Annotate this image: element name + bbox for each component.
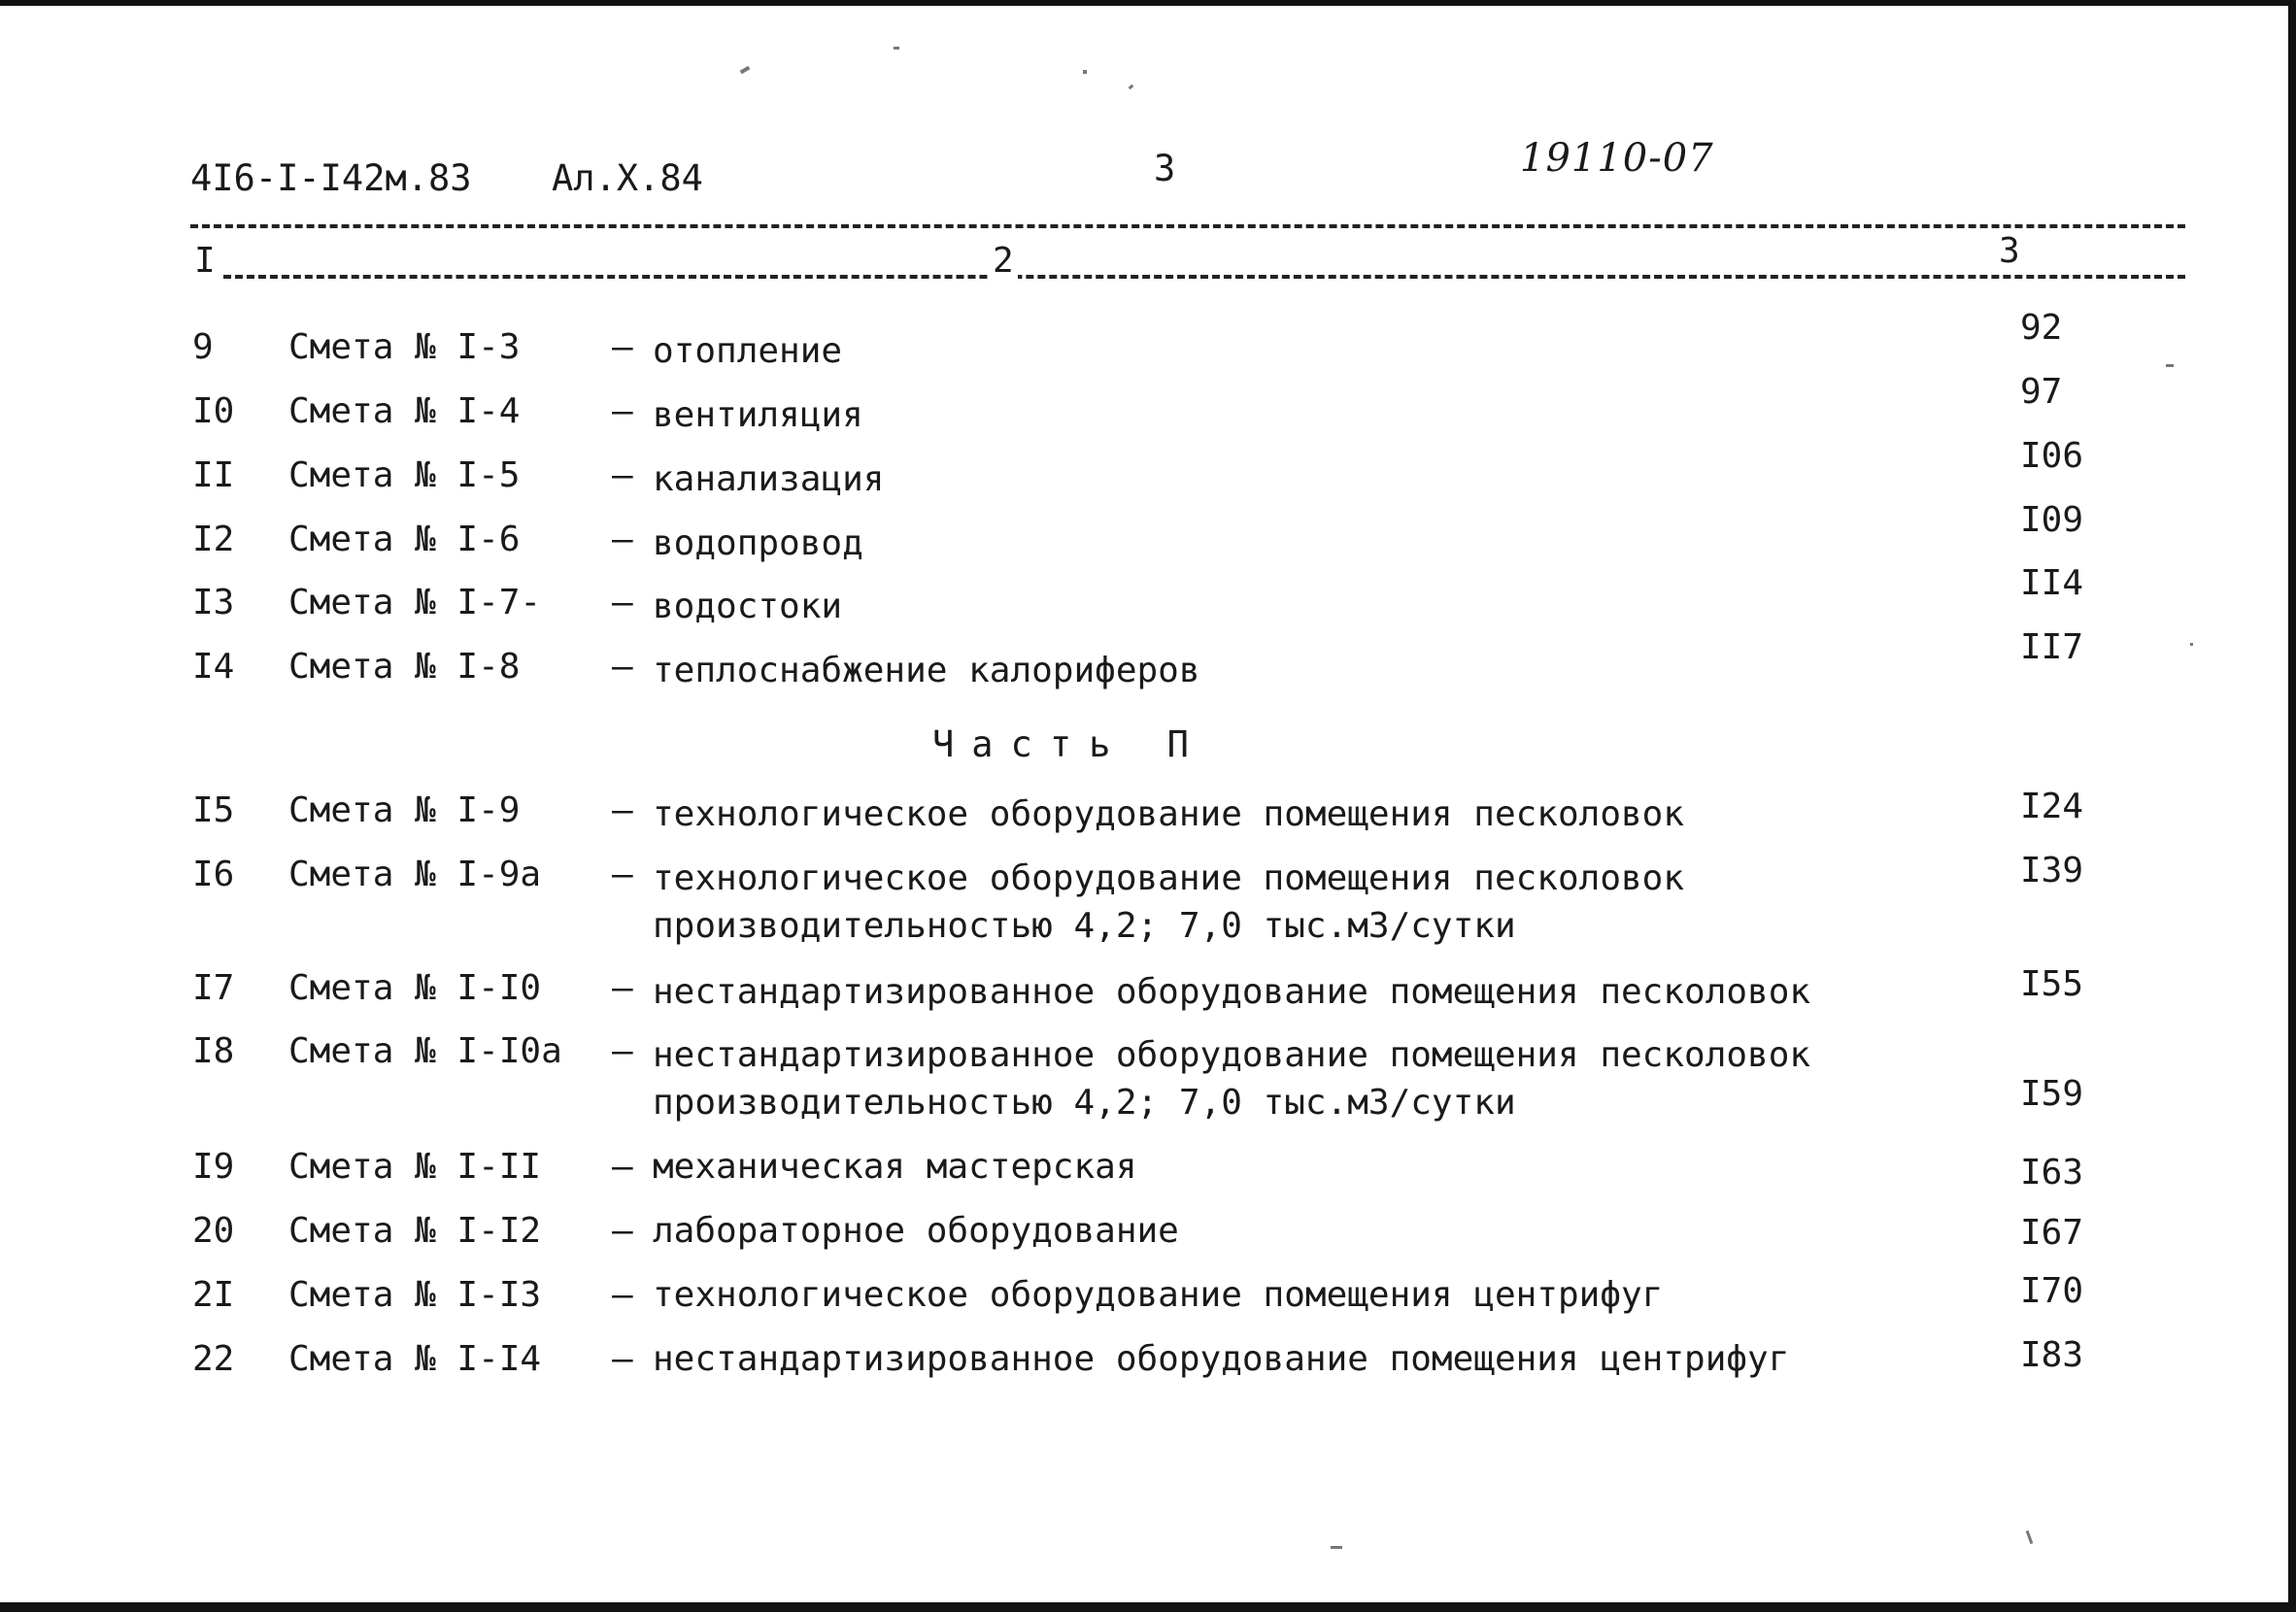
scan-speck (894, 47, 899, 50)
row-number: II (192, 455, 235, 495)
row-number: 20 (192, 1211, 235, 1251)
estimate-number: Смета № I-I4 (288, 1339, 542, 1379)
estimate-number: Смета № I-I2 (288, 1211, 542, 1251)
row-dash: – (612, 790, 633, 830)
row-description: механическая мастерская (653, 1147, 1137, 1187)
row-page: I24 (2020, 787, 2084, 826)
row-page: 92 (2020, 308, 2063, 348)
row-number: I6 (192, 855, 235, 894)
row-description: технологическое оборудование помещения центрифуг (653, 1275, 1664, 1315)
row-description-line: нестандартизированное оборудование помещения песколовок (653, 1035, 1811, 1075)
row-dash: – (612, 391, 633, 431)
scan-speck (2190, 643, 2193, 646)
scan-top-edge (0, 0, 2296, 6)
scan-speck (1129, 84, 1134, 90)
row-number: I7 (192, 968, 235, 1008)
section-title: Часть П (932, 723, 1206, 765)
row-description: нестандартизированное оборудование помещения песколовок (653, 972, 1811, 1012)
estimate-number: Смета № I-8 (288, 647, 521, 687)
row-page: I67 (2020, 1213, 2084, 1253)
row-description-line: производительностью 4,2; 7,0 тыс.м3/сутки (653, 906, 1516, 946)
scan-speck (2166, 364, 2174, 367)
estimate-number: Смета № I-I3 (288, 1275, 542, 1315)
estimate-number: Смета № I-9 (288, 790, 521, 830)
row-description-line: производительностью 4,2; 7,0 тыс.м3/сутки (653, 1083, 1516, 1123)
estimate-number: Смета № I-I0 (288, 968, 542, 1008)
handwritten-number: 19110-07 (1520, 136, 1714, 181)
row-number: 9 (192, 327, 214, 367)
estimate-number: Смета № I-7- (288, 583, 542, 622)
row-description (653, 855, 1684, 950)
row-description: вентиляция (653, 395, 863, 435)
estimate-number: Смета № I-9а (288, 855, 542, 894)
row-page: I06 (2020, 436, 2084, 476)
row-dash: – (612, 1275, 633, 1315)
estimate-number: Смета № I-3 (288, 327, 521, 367)
row-dash: – (612, 968, 633, 1008)
row-number: I8 (192, 1031, 235, 1071)
row-dash: – (612, 327, 633, 367)
row-number: I0 (192, 391, 235, 431)
row-number: I3 (192, 583, 235, 622)
row-page: I70 (2020, 1271, 2084, 1311)
row-number: I5 (192, 790, 235, 830)
scan-speck (740, 66, 751, 74)
row-page: I39 (2020, 851, 2084, 890)
row-number: I4 (192, 647, 235, 687)
row-number: 2I (192, 1275, 235, 1315)
row-description: технологическое оборудование помещения песколовок (653, 794, 1685, 834)
row-page: I59 (2020, 1074, 2084, 1114)
scan-bottom-edge (0, 1602, 2296, 1612)
estimate-number: Смета № I-4 (288, 391, 521, 431)
row-number: I9 (192, 1147, 235, 1187)
row-dash: – (612, 455, 633, 495)
row-page: I83 (2020, 1335, 2084, 1375)
row-dash: – (612, 647, 633, 687)
row-description: нестандартизированное оборудование помещения центрифуг (653, 1339, 1790, 1379)
row-dash: – (612, 583, 633, 622)
scan-speck (2026, 1530, 2034, 1544)
row-description: водостоки (653, 587, 843, 626)
row-description: канализация (653, 459, 885, 499)
row-page: 97 (2020, 372, 2063, 412)
page-number: 3 (1154, 148, 1176, 189)
row-dash: – (612, 520, 633, 559)
column-number-1: I (190, 241, 219, 281)
dashed-rule-top (190, 224, 2185, 228)
row-dash: – (612, 1211, 633, 1251)
row-description: лабораторное оборудование (653, 1211, 1179, 1251)
row-dash: – (612, 855, 633, 894)
row-page: II7 (2020, 627, 2084, 667)
column-number-3: 3 (1995, 231, 2024, 271)
estimate-number: Смета № I-II (288, 1147, 542, 1187)
row-description: теплоснабжение калориферов (653, 651, 1200, 690)
row-description: отопление (653, 331, 843, 371)
scan-speck (1083, 70, 1087, 74)
row-page: I63 (2020, 1153, 2084, 1192)
estimate-number: Смета № I-I0а (288, 1031, 562, 1071)
row-number: 22 (192, 1339, 235, 1379)
scan-right-edge (2288, 0, 2296, 1612)
row-page: I09 (2020, 500, 2084, 540)
row-dash: – (612, 1031, 633, 1071)
row-dash: – (612, 1147, 633, 1187)
row-description: водопровод (653, 523, 863, 563)
album-number: Ал.Х.84 (552, 157, 703, 199)
estimate-number: Смета № I-5 (288, 455, 521, 495)
row-page: I55 (2020, 964, 2084, 1004)
row-number: I2 (192, 520, 235, 559)
row-description (653, 1031, 1810, 1126)
column-number-2: 2 (989, 241, 1018, 281)
row-dash: – (612, 1339, 633, 1379)
dashed-rule-bottom (223, 275, 2185, 279)
document-code: 4I6-I-I42м.83 (190, 157, 472, 199)
row-description-line: технологическое оборудование помещения песколовок (653, 858, 1685, 898)
estimate-number: Смета № I-6 (288, 520, 521, 559)
scan-speck (1331, 1546, 1342, 1549)
row-page: II4 (2020, 563, 2084, 603)
